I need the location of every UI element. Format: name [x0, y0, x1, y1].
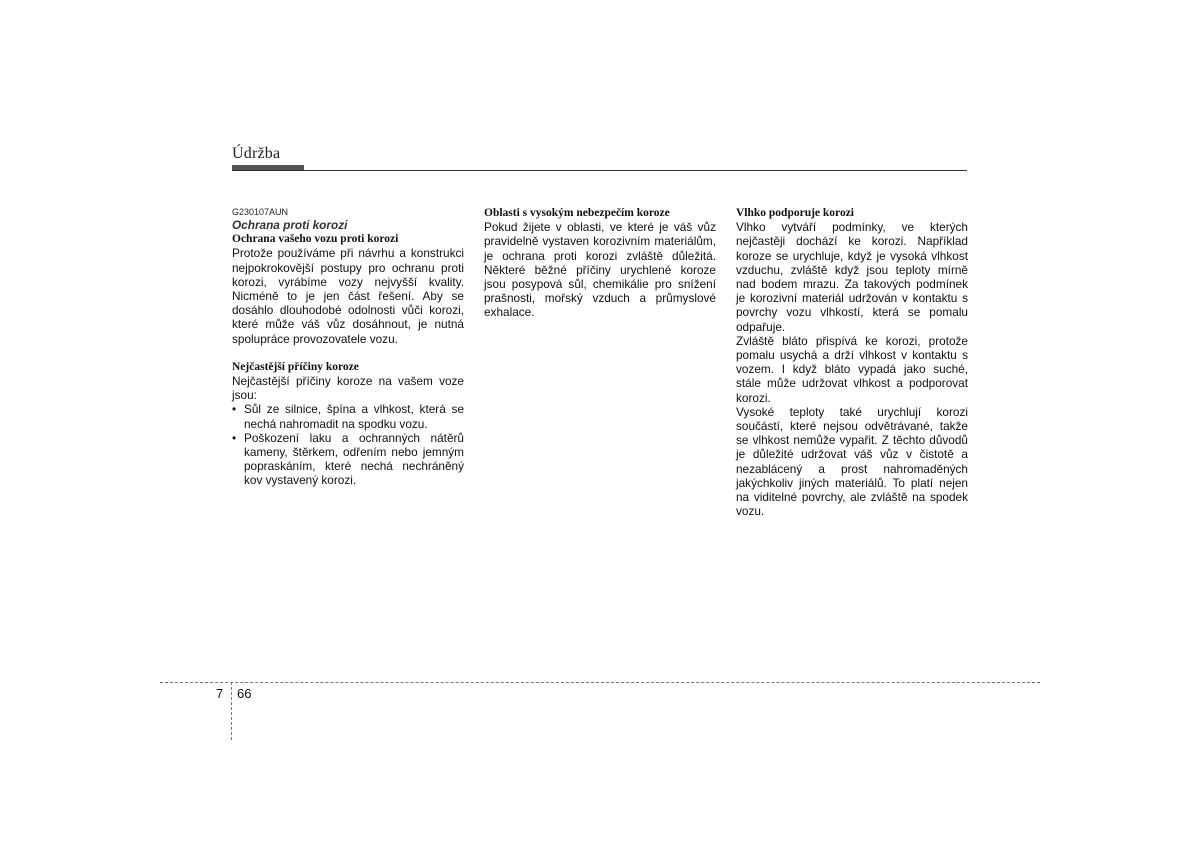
- list-item: • Sůl ze silnice, špína a vlhkost, která se nechá nahromadit na spodku vozu.: [232, 402, 464, 430]
- column-right: [736, 206, 968, 518]
- column-middle: [484, 206, 716, 320]
- subsection-heading: Oblasti s vysokým nebezpečím koroze: [484, 207, 670, 219]
- section-title: Ochrana proti korozi: [232, 218, 348, 232]
- chapter-number: 7: [216, 686, 224, 701]
- paragraph: Vysoké teploty také urychlují korozi součástí, které nejsou odvětrávané, takže se vlhkost nemůže vypařit. Z těchto důvodů je důležité udržovat váš vůz v čistotě a nezablácený a prost nahromaděných jakýchkoliv jiných materiálů. To platí nejen na viditelné povrchy, ale zvláště na spodek vozu.: [736, 404, 968, 519]
- footer-divider: [160, 682, 1040, 683]
- paragraph: Nejčastější příčiny koroze na vašem voze jsou:: [232, 374, 464, 403]
- page-title: Údržba: [232, 145, 281, 162]
- subsection-heading: Ochrana vašeho vozu proti korozi: [232, 233, 399, 246]
- column-left: [232, 206, 464, 488]
- list-item: • Poškození laku a ochranných nátěrů kameny, štěrkem, odřením nebo jemným popraskáním, které nechá nechráněný kov vystavený korozi.: [232, 431, 464, 488]
- subsection-heading: Nejčastější příčiny koroze: [232, 360, 359, 373]
- document-code: G230107AUN: [232, 207, 289, 217]
- paragraph: Vlhko vytváří podmínky, ve kterých nejčastěji dochází ke korozi. Například koroze se urychluje, když je vysoká vlhkost vzduchu, zvláště když jsou teploty mírně nad bodem mrazu. Za takových podmínek je korozivní materiál udržován v kontaktu s povrchy vozu vlhkostí, která se pomalu odpařuje.: [736, 220, 968, 334]
- bullet-list: [232, 402, 464, 487]
- footer-vertical-divider: [231, 682, 232, 740]
- paragraph: Pokud žijete v oblasti, ve které je váš vůz pravidelně vystaven korozivním materiálům, je ochrana proti korozi zvláště důležitá. Některé běžné příčiny urychlené koroze jsou posypová sůl, chemikálie pro snížení prašnosti, mořský vzduch a průmyslové exhalace.: [484, 220, 716, 320]
- paragraph: Zvláště bláto přispívá ke korozi, protože pomalu usychá a drží vlhkost v kontaktu s vozem. I když bláto vypadá jako suché, stále může udržovat vlhkost a podporovat korozi.: [736, 333, 968, 405]
- paragraph: Protože používáme při návrhu a konstrukci nejpokrokovější postupy pro ochranu proti korozi, vyrábíme vozy nejvyšší kvality. Nicméně to je jen část řešení. Aby se dosáhlo dlouhodobé odolnosti vůči korozi, které může váš vůz dosáhnout, je nutná spolupráce provozovatele vozu.: [232, 246, 464, 346]
- page-number: 66: [237, 686, 252, 701]
- subsection-heading: Vlhko podporuje korozi: [736, 207, 855, 219]
- header-divider: [232, 170, 967, 171]
